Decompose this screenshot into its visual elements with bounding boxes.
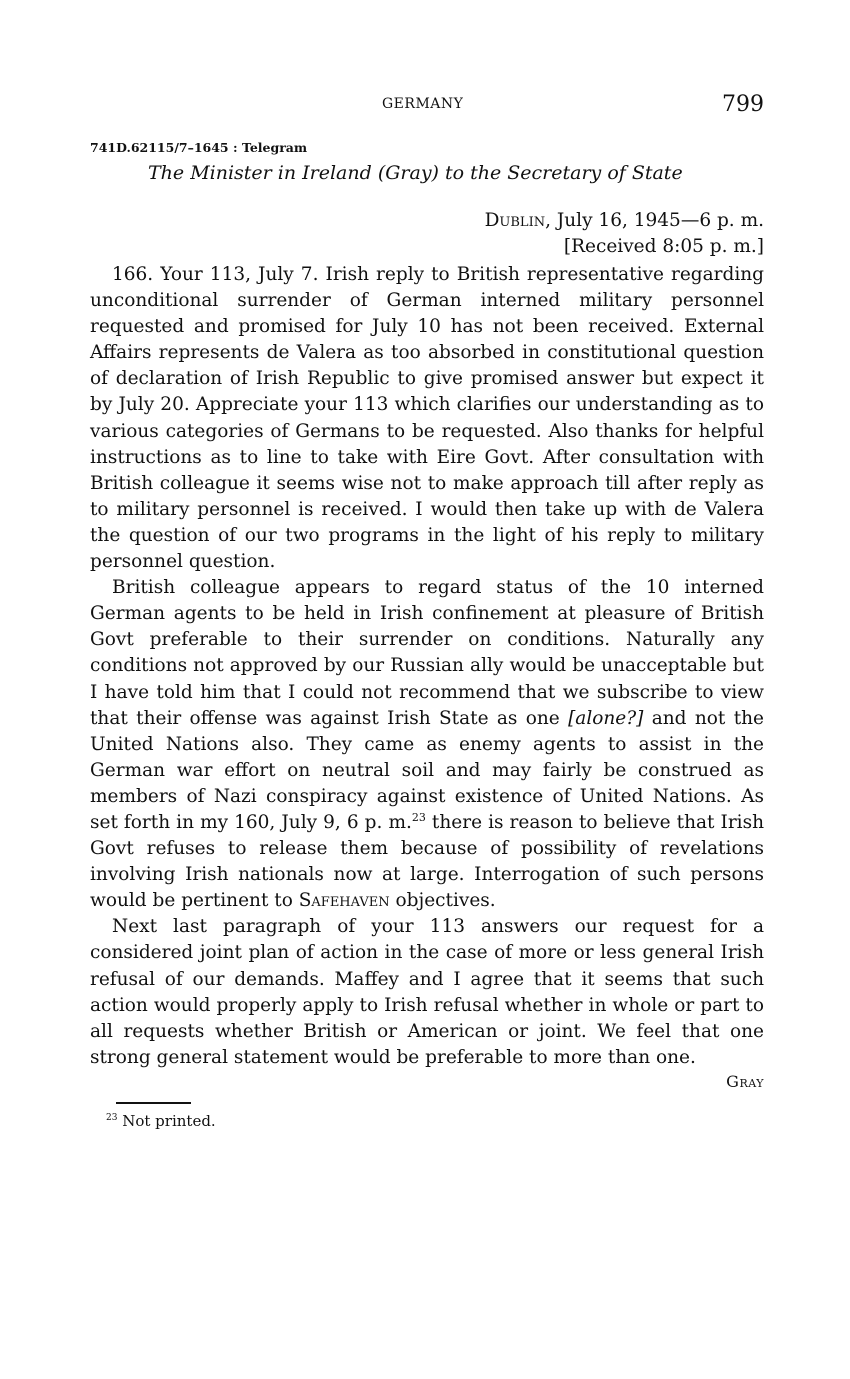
dateline-sent <box>485 208 764 234</box>
dateline-place: Dublin <box>484 210 546 231</box>
paragraph-1: 166. Your 113, July 7. Irish reply to British representative regarding unconditional surrender of German interned military personnel requested and promised for July 10 has not been received. External Affairs represents de Valera as too absorbed in constitutional question of declaration of Irish Republic to give promised answer but expect it by July 20. Appreciate your 113 which clarifies our understanding as to various categories of Germans to be requested. Also thanks for helpful instructions as to line to take with Eire Govt. After consultation with British colleague it seems wise not to make approach till after reply as to military personnel is received. I would then take up with de Valera the question of our two programs in the light of his reply to military personnel question. <box>90 264 764 573</box>
footnote-mark: 23 <box>106 1113 118 1123</box>
editorial-bracket: [alone?] <box>568 707 644 729</box>
footnote-divider <box>116 1102 191 1104</box>
paragraph-3: Next last paragraph of your 113 answers our request for a considered joint plan of action in the case of more or less general Irish refusal of our demands. Maffey and I agree that it seems that such action would properly apply to Irish refusal whether in whole or part to all requests whether British or American or joint. We feel that one strong general statement would be preferable to more than one. <box>90 916 764 1068</box>
page-number: 799 <box>722 92 764 117</box>
paragraph-2 <box>90 575 764 914</box>
paragraph-2-part-c: there is reason to believe that Irish Govt refuses to release them because of possibility of revelations involving Irish nationals now at large. Interrogation of such persons would be pertinent to <box>90 811 764 912</box>
footnote-reference: 23 <box>411 810 426 824</box>
paragraph-2-part-d: objectives. <box>389 890 496 912</box>
running-head <box>0 92 850 122</box>
signature: Gray <box>726 1072 764 1091</box>
footnote <box>106 1112 216 1130</box>
safehaven-term: Safehaven <box>298 890 390 912</box>
telegram-body <box>90 262 764 1071</box>
dateline-date: , July 16, 1945—6 p. m. <box>545 210 764 231</box>
file-reference: 741D.62115/7–1645 : Telegram <box>90 140 308 155</box>
dateline-received: [Received 8:05 p. m.] <box>563 236 764 257</box>
paragraph-2-part-b: and not the United Nations also. They came as enemy agents to assist in the German war effort on neutral soil and may fairly be construed as members of Nazi conspiracy against existence of United Nations. As set forth in my 160, July 9, 6 p. m. <box>90 707 764 833</box>
dateline <box>485 208 764 260</box>
document-title: The Minister in Ireland (Gray) to the Secretary of State <box>148 162 683 184</box>
footnote-text: Not printed. <box>122 1112 216 1130</box>
running-title: GERMANY <box>382 96 464 112</box>
paragraph-2-part-a: British colleague appears to regard status of the 10 interned German agents to be held in Irish confinement at pleasure of British Govt preferable to their surrender on conditions. Naturally any conditions not approved by our Russian ally would be unacceptable but I have told him that I could not recommend that we subscribe to view that their offense was against Irish State as one <box>90 577 764 729</box>
